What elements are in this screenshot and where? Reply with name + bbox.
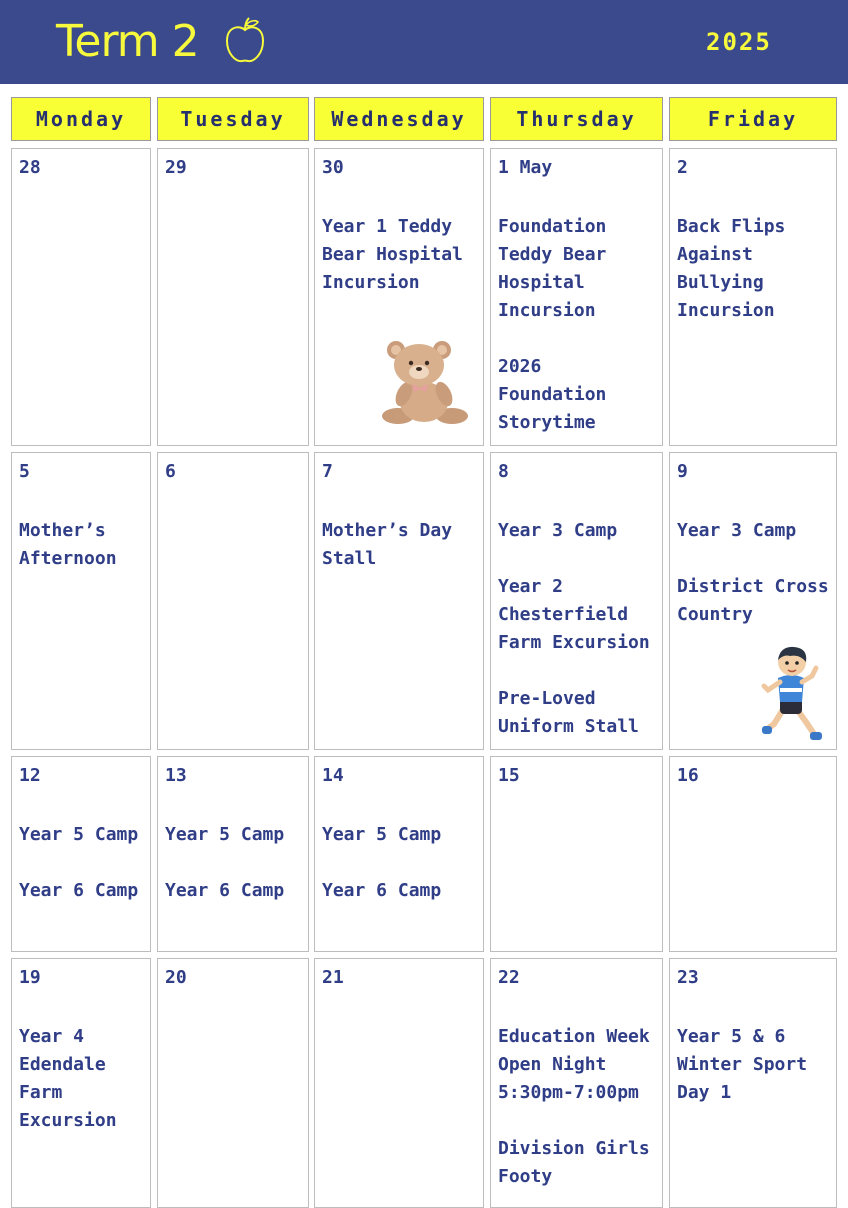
date-number: 6 xyxy=(165,461,176,482)
event-item: District Cross Country xyxy=(677,576,829,625)
day-header-thursday: Thursday xyxy=(490,97,663,141)
apple-icon xyxy=(222,16,268,64)
date-number: 28 xyxy=(19,157,41,178)
date-number: 30 xyxy=(322,157,344,178)
date-number: 22 xyxy=(498,967,520,988)
header-banner xyxy=(0,0,848,84)
event-list xyxy=(498,213,660,446)
event-list xyxy=(677,1023,834,1135)
day-header-tuesday: Tuesday xyxy=(157,97,309,141)
event-list xyxy=(322,821,481,933)
event-item: Mother’s Day Stall xyxy=(322,520,453,569)
day-cell-tuesday xyxy=(157,148,309,446)
day-cell-tuesday xyxy=(157,958,309,1208)
date-number: 9 xyxy=(677,461,688,482)
event-list xyxy=(677,213,834,353)
date-number: 14 xyxy=(322,765,344,786)
event-list xyxy=(165,821,306,933)
event-item: Year 4 Edendale Farm Excursion xyxy=(19,1026,117,1131)
event-item: Year 3 Camp xyxy=(498,520,618,541)
date-number: 7 xyxy=(322,461,333,482)
day-cell-monday xyxy=(11,756,151,952)
page-title: Term 2 xyxy=(56,16,199,67)
day-cell-friday xyxy=(669,148,837,446)
event-list xyxy=(19,821,148,933)
event-item: Year 5 Camp xyxy=(19,824,139,845)
date-number: 19 xyxy=(19,967,41,988)
day-cell-tuesday xyxy=(157,452,309,750)
event-item: Year 5 Camp xyxy=(165,824,285,845)
day-header-friday: Friday xyxy=(669,97,837,141)
date-number: 13 xyxy=(165,765,187,786)
date-number: 21 xyxy=(322,967,344,988)
day-cell-wednesday xyxy=(314,756,484,952)
event-item: Back Flips Against Bullying Incursion xyxy=(677,216,786,321)
day-cell-friday xyxy=(669,958,837,1208)
running-boy-icon xyxy=(760,644,824,744)
event-list xyxy=(498,1023,660,1208)
event-item: Year 5 Camp xyxy=(322,824,442,845)
event-item: Year 5 & 6 Winter Sport Day 1 xyxy=(677,1026,808,1103)
event-item: Year 6 Camp xyxy=(19,880,139,901)
event-item: Year 6 Camp xyxy=(165,880,285,901)
date-number: 23 xyxy=(677,967,699,988)
day-cell-thursday xyxy=(490,756,663,952)
event-item: Year 3 Camp xyxy=(677,520,797,541)
day-header-wednesday: Wednesday xyxy=(314,97,484,141)
day-cell-friday xyxy=(669,756,837,952)
day-cell-tuesday xyxy=(157,756,309,952)
day-header-monday: Monday xyxy=(11,97,151,141)
day-cell-monday xyxy=(11,148,151,446)
event-item: Foundation Teddy Bear Hospital Incursion xyxy=(498,216,607,321)
event-item: Year 6 Camp xyxy=(322,880,442,901)
date-number: 20 xyxy=(165,967,187,988)
event-list xyxy=(19,517,148,601)
year-label: 2025 xyxy=(706,28,772,56)
day-cell-thursday xyxy=(490,148,663,446)
event-list xyxy=(19,1023,148,1163)
day-cell-thursday xyxy=(490,958,663,1208)
date-number: 16 xyxy=(677,765,699,786)
event-item: Division Girls Footy xyxy=(498,1138,650,1187)
event-item: 2026 Foundation Storytime xyxy=(498,356,607,433)
day-cell-wednesday xyxy=(314,958,484,1208)
date-number: 29 xyxy=(165,157,187,178)
event-item: Education Week Open Night 5:30pm-7:00pm xyxy=(498,1026,650,1103)
teddy-bear-icon xyxy=(376,338,472,428)
date-number: 15 xyxy=(498,765,520,786)
date-number: 2 xyxy=(677,157,688,178)
day-cell-thursday xyxy=(490,452,663,750)
event-list xyxy=(322,213,481,325)
date-number: 5 xyxy=(19,461,30,482)
date-number: 8 xyxy=(498,461,509,482)
event-list xyxy=(677,517,834,657)
event-list xyxy=(322,517,481,601)
event-item: Pre-Loved Uniform Stall xyxy=(498,688,639,737)
day-cell-monday xyxy=(11,958,151,1208)
event-item: Year 2 Chesterfield Farm Excursion xyxy=(498,576,650,653)
event-list xyxy=(498,517,660,750)
day-cell-wednesday xyxy=(314,452,484,750)
event-item: Year 1 Teddy Bear Hospital Incursion xyxy=(322,216,463,293)
date-number: 12 xyxy=(19,765,41,786)
day-cell-monday xyxy=(11,452,151,750)
date-number: 1 May xyxy=(498,157,553,178)
event-item: Mother’s Afternoon xyxy=(19,520,117,569)
